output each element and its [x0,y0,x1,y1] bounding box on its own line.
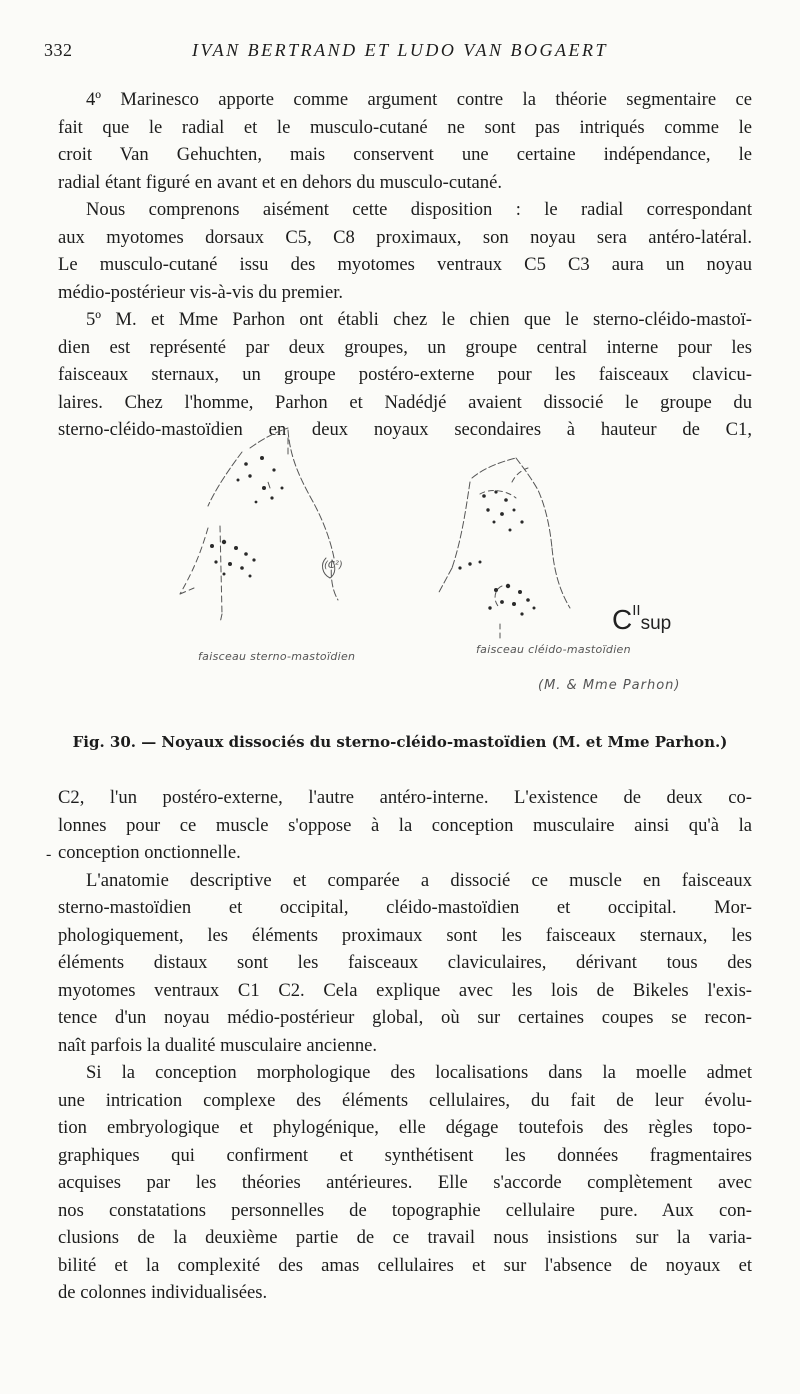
right-section-outline [438,458,570,608]
text-block-top [58,86,752,444]
text-line: C2, l'un postéro-externe, l'autre antéro-interne. L'existence de deux co- [58,787,752,808]
text-line: 4º Marinesco apporte comme argument contre la théorie segmentaire ce [86,89,752,110]
text-line: phologiquement, les éléments proximaux sont les faisceaux sternaux, les [58,924,752,946]
text-line: radial étant figuré en avant et en dehors du musculo-cutané. [58,171,503,193]
text-line: laires. Chez l'homme, Parhon et Nadédjé avaient dissocié le groupe du [58,391,752,413]
text-line: myotomes ventraux C1 C2. Cela explique avec les lois de Bikeles l'exis- [58,979,752,1001]
running-head: IVAN BERTRAND ET LUDO VAN BOGAERT [192,40,608,60]
text-line: bilité et la complexité des amas cellulaires et sur l'absence de noyaux et [58,1254,752,1276]
page-number: 332 [44,40,73,60]
text-line: lonnes pour ce muscle s'oppose à la conception musculaire ainsi qu'à la [58,814,752,836]
level-roman: II [632,602,641,619]
paragraph-disposition [58,196,752,306]
text-line: une intrication complexe des éléments cellulaires, du fait de leur évolu- [58,1089,752,1111]
text-line: dien est représenté par deux groupes, un groupe central interne pour les [58,336,752,358]
page-header [44,40,756,66]
text-line: conception onctionnelle. [58,842,241,863]
text-line: de colonnes individualisées. [58,1282,268,1303]
text-line: fait que le radial et le musculo-cutané ne sont pas intriqués comme le [58,116,752,138]
text-line: aux myotomes dorsaux C5, C8 proximaux, son noyau sera antéro-latéral. [58,226,752,248]
left-horn-contour [180,438,288,623]
text-line: tion embryologique et phylogénique, elle dégage toutefois des règles topo- [58,1117,752,1138]
text-line: sterno-mastoïdien et occipital, cléido-mastoïdien et occipital. Mor- [58,897,752,918]
text-line: tence d'un noyau médio-postérieur global, où sur certaines coupes se recon- [58,1007,752,1028]
paragraph-conclusion [58,1059,752,1307]
text-line: médio-postérieur vis-à-vis du premier. [58,281,344,303]
paragraph-4 [58,86,752,196]
text-line: acquises par les théories antérieures. Elle s'accorde complètement avec [58,1172,752,1193]
text-line: naît parfois la dualité musculaire ancienne. [58,1034,378,1056]
paragraph-anatomy [58,867,752,1060]
text-line: L'anatomie descriptive et comparée a dissocié ce muscle en faisceaux [86,869,752,891]
text-line: sterno-cléido-mastoïdien en deux noyaux secondaires à hauteur de C1, [58,419,752,440]
handwritten-label-clavicular: faisceau cléido-mastoïdien [476,643,631,656]
text-line: éléments distaux sont les faisceaux claviculaires, dérivant tous des [58,952,752,973]
text-line: Le musculo-cutané issu des myotomes ventraux C5 C3 aura un noyau [58,254,752,275]
text-line: nos constatations personnelles de topographie cellulaire pure. Aux con- [58,1199,752,1221]
text-block-bottom [58,784,752,1307]
handwritten-label-sternal: faisceau sterno-mastoïdien [198,650,356,663]
text-line: Si la conception morphologique des localisations dans la moelle admet [86,1062,752,1083]
text-line: croit Van Gehuchten, mais conservent une certaine indépendance, le [58,144,752,165]
cell-dots [210,456,536,616]
text-line: graphiques qui confirment et synthétisent les données fragmentaires [58,1144,752,1166]
figure-caption: Fig. 30. — Noyaux dissociés du sterno-cléido-mastoïdien (M. et Mme Parhon.) [72,733,728,751]
level-suffix: sup [640,613,672,634]
margin-mark: - [46,846,52,863]
level-letter: C [612,604,633,635]
handwritten-level-note: (C²) [324,560,343,571]
handwritten-credit: (M. & Mme Parhon) [538,678,681,693]
text-line: Nous comprenons aisément cette disposition : le radial correspondant [86,199,752,220]
paragraph-c2 [58,784,752,867]
text-line: 5º M. et Mme Parhon ont établi chez le chien que le sterno-cléido-mastoï- [86,309,752,330]
spinal-level-label [612,602,671,636]
left-section-outline [208,428,338,600]
right-horn-contour [480,468,528,638]
figure-30 [150,418,710,758]
text-line: faisceaux sternaux, un groupe postéro-externe pour les faisceaux clavicu- [58,364,752,385]
text-line: clusions de la deuxième partie de ce travail nous insistions sur la varia- [58,1227,752,1248]
